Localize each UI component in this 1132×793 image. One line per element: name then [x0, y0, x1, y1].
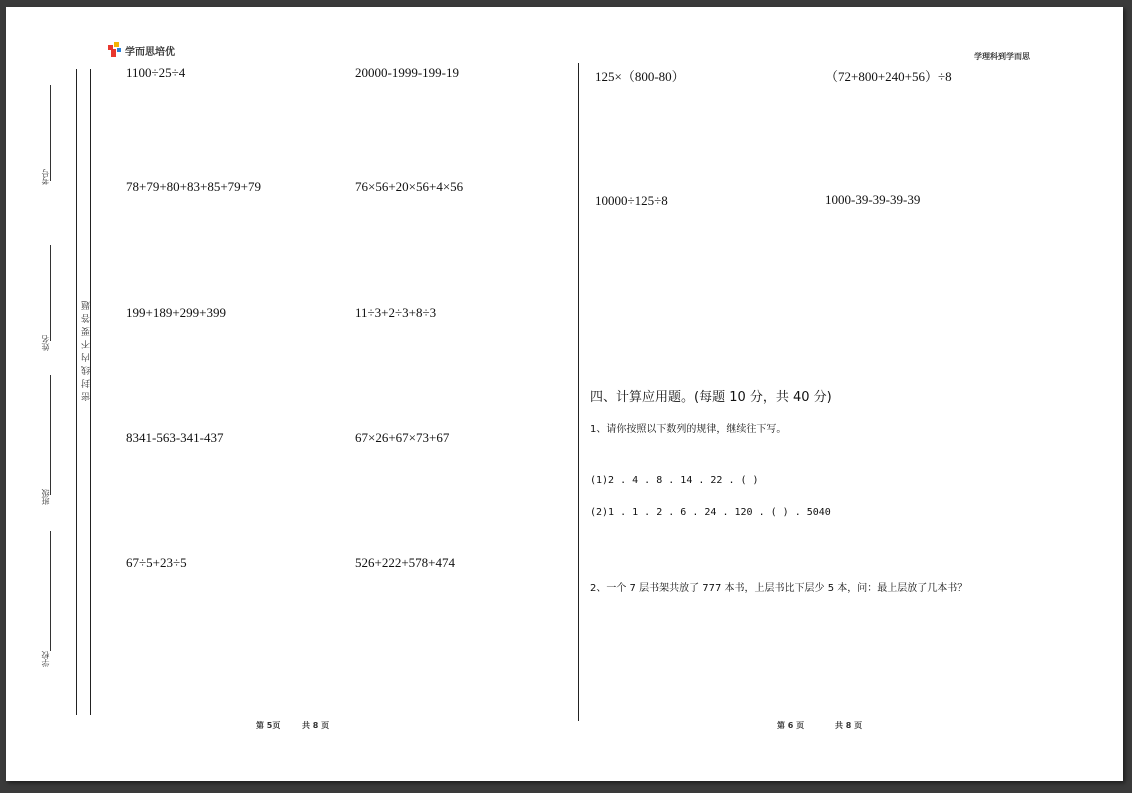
right-problem-4: 1000-39-39-39-39 [825, 192, 921, 207]
school-underline [50, 531, 51, 651]
student-id-label: 考号 [41, 169, 50, 185]
question-1: 1、请你按照以下数列的规律，继续往下写。 [590, 424, 787, 435]
left-footer-page: 第 5页 [256, 721, 281, 730]
left-problem-b2: 76×56+20×56+4×56 [355, 179, 464, 194]
seal-notice: 密封线内不要答题 [82, 297, 92, 401]
right-problem-1: 125×（800-80） [595, 69, 685, 84]
school-label: 学校 [41, 651, 50, 667]
sequence-1: (1)2 . 4 . 8 . 14 . 22 . ( ) [590, 475, 759, 486]
question-2: 2、一个 7 层书架共放了 777 本书，上层书比下层少 5 本，问：最上层放了几本书？ [590, 583, 968, 594]
exam-sheet [6, 7, 1123, 781]
name-underline [50, 245, 51, 341]
class-label: 班级 [41, 489, 50, 505]
student-id-underline [50, 85, 51, 181]
section-title: 四、计算应用题。(每题 10 分，共 40 分) [590, 390, 832, 405]
left-problem-b4: 67×26+67×73+67 [355, 430, 450, 445]
binding-line-outer [76, 69, 77, 715]
brand-slogan: 学理科到学而思 [974, 52, 1030, 61]
class-underline [50, 375, 51, 495]
right-problem-3: 10000÷125÷8 [595, 193, 668, 208]
left-problem-b1: 20000-1999-199-19 [355, 65, 459, 80]
page-divider [578, 63, 579, 721]
right-problem-2: （72+800+240+56）÷8 [825, 69, 952, 84]
left-problem-a5: 67÷5+23÷5 [126, 555, 187, 570]
right-footer-page: 第 6 页 [777, 721, 805, 730]
left-problem-a1: 1100÷25÷4 [126, 65, 186, 80]
name-label: 姓名 [41, 335, 50, 351]
sequence-2: (2)1 . 1 . 2 . 6 . 24 . 120 . ( ) . 5040 [590, 507, 831, 518]
left-problem-a2: 78+79+80+83+85+79+79 [126, 179, 261, 194]
logo-icon [108, 42, 122, 58]
right-footer-total: 共 8 页 [835, 721, 863, 730]
left-problem-b5: 526+222+578+474 [355, 555, 455, 570]
left-problem-b3: 11÷3+2÷3+8÷3 [355, 305, 437, 320]
left-problem-a4: 8341-563-341-437 [126, 430, 224, 445]
logo-text: 学而思培优 [125, 46, 175, 58]
logo [108, 42, 175, 58]
left-problem-a3: 199+189+299+399 [126, 305, 226, 320]
left-footer-total: 共 8 页 [302, 721, 330, 730]
